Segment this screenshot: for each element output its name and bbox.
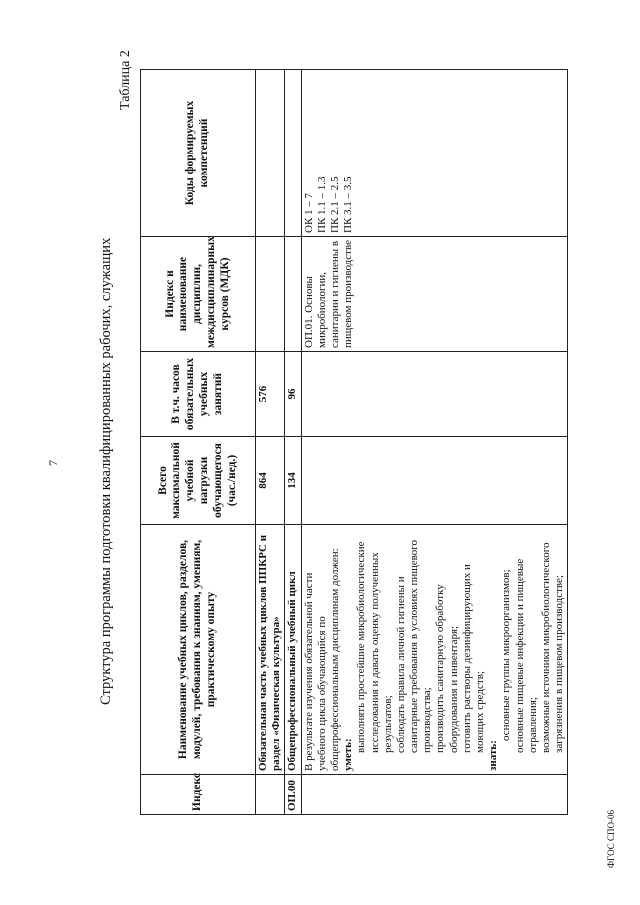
table-row-mandatory <box>256 70 285 815</box>
op-max-load: 134 <box>285 437 301 525</box>
header-mandatory: В т.ч. часов обязательных учебных занятий <box>141 352 256 437</box>
op-index: ОП.00 <box>285 775 301 815</box>
cell-empty <box>301 437 568 525</box>
mandatory-part-name: Обязательная часть учебных циклов ППКРС и раздел «Физическая культура» <box>256 525 285 775</box>
op-hours: 96 <box>285 352 301 437</box>
cell-empty <box>256 775 285 815</box>
can-item: готовить растворы дезинфицирующих и моющих средств; <box>460 564 486 753</box>
header-name: Наименование учебных циклов, разделов, модулей, требования к знаниям, умениям, практическому опыту <box>141 525 256 775</box>
op-name: Общепрофессиональный учебный цикл <box>285 525 301 775</box>
can-item: выполнять простейшие микробиологические исследования и давать оценку полученных результатов; <box>355 541 394 753</box>
cell-empty <box>285 237 301 352</box>
structure-table <box>140 69 568 815</box>
competence-code: ПК 3.1 – 3.5 <box>342 176 355 233</box>
can-item: соблюдать правила личной гигиены и санитарные требования в условиях пищевого производства; <box>394 539 434 753</box>
know-item: возможные источники микробиологического загрязнения в пищевом производстве; <box>539 542 566 753</box>
can-item: производить санитарную обработку оборудования и инвентаря; <box>434 584 460 753</box>
cell-empty <box>301 775 568 815</box>
header-max-load: Всего максимальной учебной нагрузки обучающегося (час./нед.) <box>141 437 256 525</box>
header-disciplines: Индекс и наименование дисциплин, междисциплинарных курсов (МДК) <box>141 237 256 352</box>
cell-empty <box>256 237 285 352</box>
know-item: основные группы микроорганизмов; <box>500 569 513 741</box>
requirements-cell <box>301 525 568 775</box>
know-label: знать: <box>487 740 500 771</box>
table-header-row <box>141 70 256 815</box>
mandatory-max-load: 864 <box>256 437 285 525</box>
header-competences: Коды формируемых компетенций <box>141 70 256 237</box>
table-row-content <box>301 70 568 815</box>
cell-empty <box>256 70 285 237</box>
table-row-op <box>285 70 301 815</box>
table-label: Таблица 2 <box>118 50 133 110</box>
footer-code: ФГОС СПО-06 <box>606 810 616 868</box>
page-title: Структура программы подготовки квалифицированных рабочих, служащих <box>98 237 114 705</box>
competence-code: ОК 1 – 7 <box>302 192 315 233</box>
cell-empty <box>285 70 301 237</box>
requirements-intro: В результате изучения обязательной части учебного цикла обучающийся по общепрофессиональным дисциплинам должен: <box>302 548 341 771</box>
structure-table-wrapper <box>140 70 640 815</box>
know-item: основные пищевые инфекции и пищевые отравления; <box>513 558 539 753</box>
competence-codes <box>301 70 568 237</box>
cell-empty <box>301 352 568 437</box>
discipline-op01: ОП.01. Основы микробиологии, санитарии и гигиены в пищевом производстве <box>301 237 568 352</box>
competence-code: ПК 2.1 – 2.5 <box>328 176 341 233</box>
competence-code: ПК 1.1 – 1.3 <box>315 176 328 233</box>
mandatory-hours: 576 <box>256 352 285 437</box>
header-index: Индекс <box>141 775 256 815</box>
can-label: уметь: <box>342 738 355 771</box>
page-number: 7 <box>46 460 60 466</box>
